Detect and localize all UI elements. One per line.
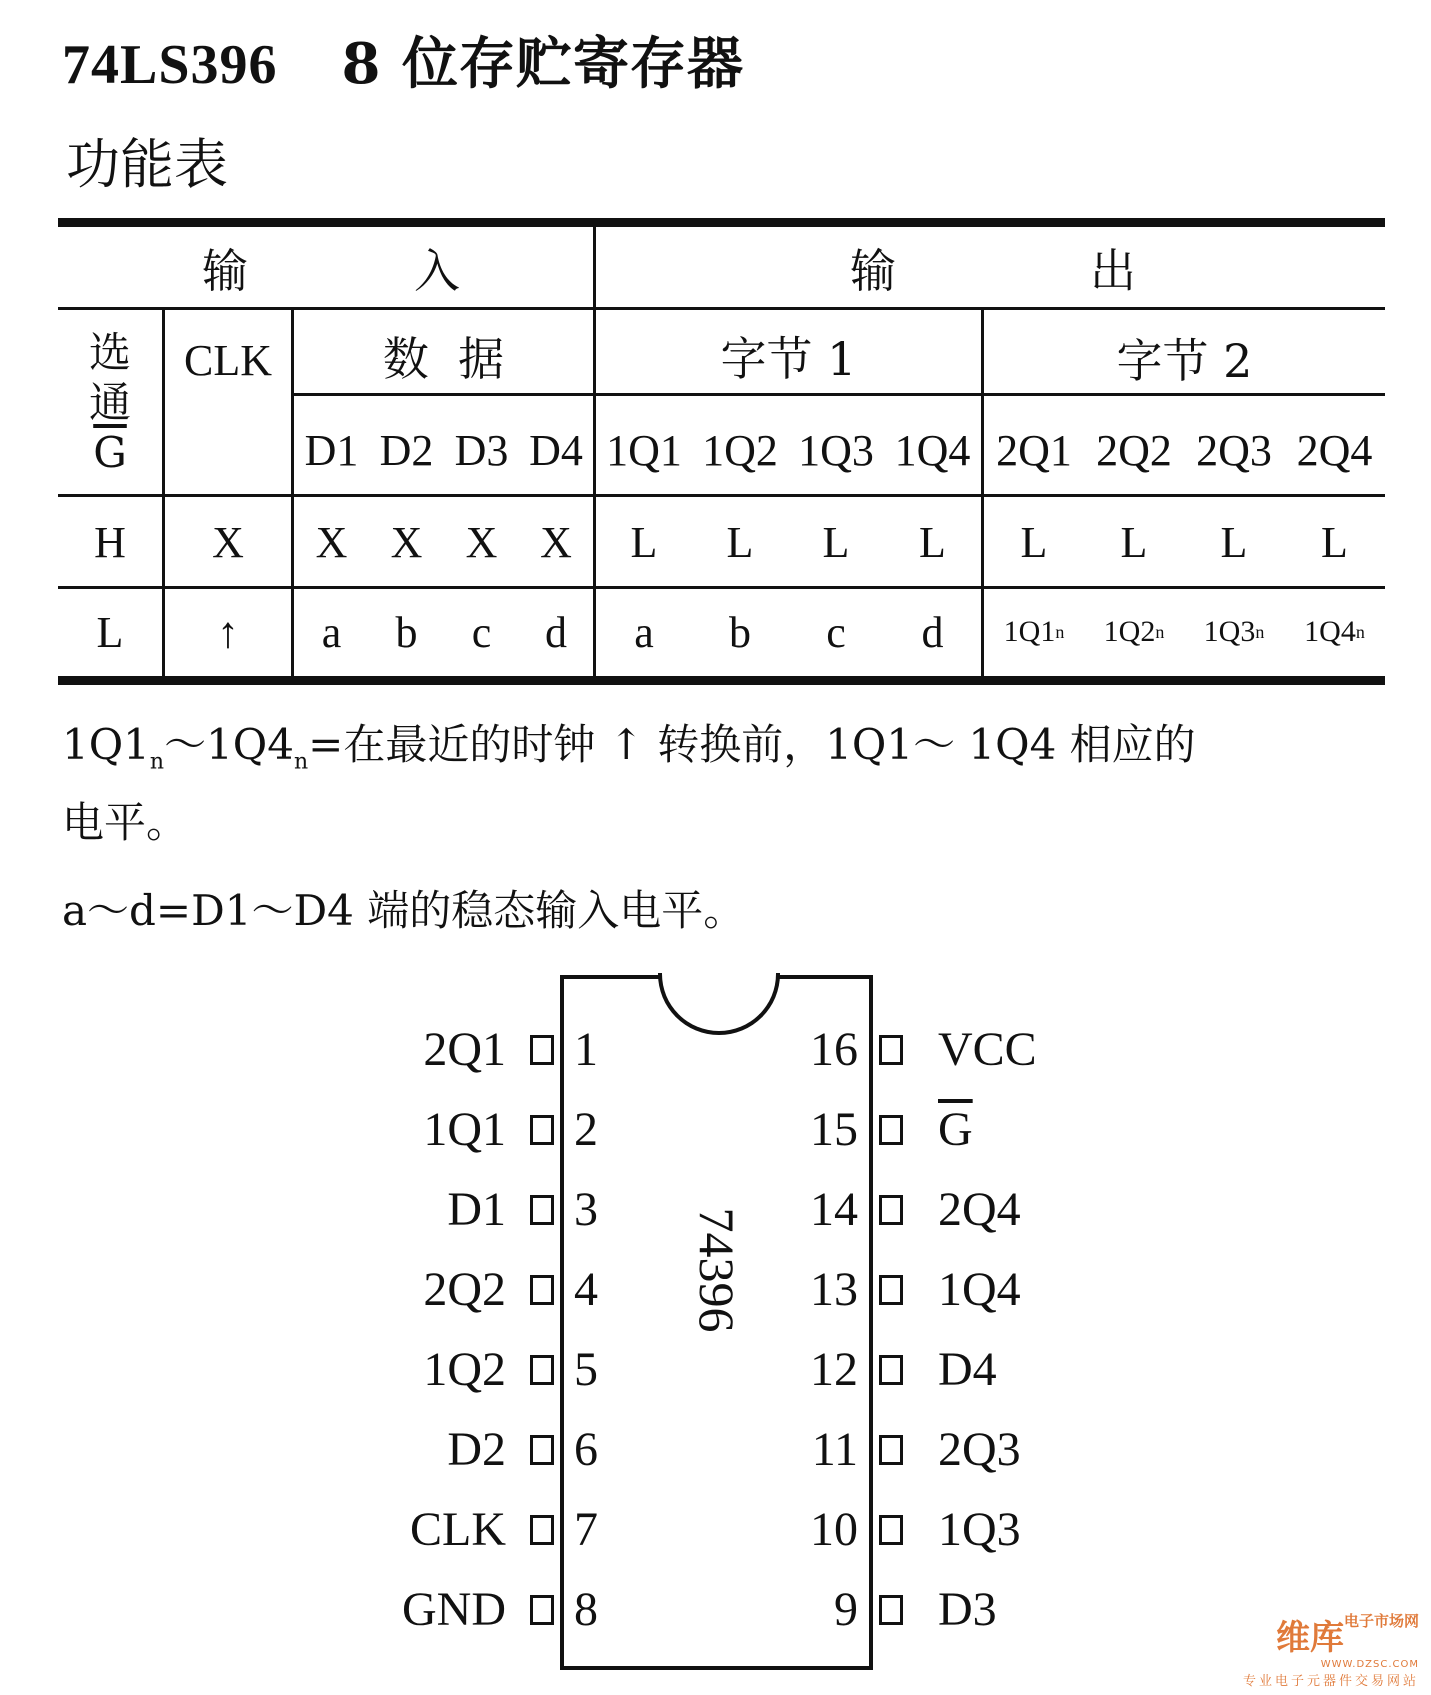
column-header: 1Q2 [702,425,778,475]
section-title: 功能表 [66,133,228,196]
input-group-header-1: 输 [202,244,248,298]
pin-icon [530,1275,554,1305]
table-cell: X [315,517,348,567]
cell-subscript: n [1055,621,1065,642]
note-subscript: n [149,749,165,775]
pin-number: 1 [574,1023,598,1076]
table-divider [58,494,1385,497]
pin-icon [530,1595,554,1625]
table-cell: X [540,517,572,567]
output-group-header-1: 输 [850,244,896,298]
pin-icon [530,1355,554,1385]
table-cell: X [390,517,423,567]
byte2-header: 字节 2 [1116,334,1253,388]
chip-description: 8 位存贮寄存器 [341,31,744,97]
table-cell: c [826,607,846,657]
page-title [62,20,744,100]
pin-icon [879,1275,903,1305]
cell-subscript: n [1155,621,1165,642]
cell-base: 1Q4 [1304,615,1356,648]
pin-number: 8 [574,1583,598,1636]
table-cell: b [729,607,751,657]
pin-icon [879,1115,903,1145]
strobe-value: H [94,517,126,567]
pin-name: 2Q1 [423,1023,506,1076]
pin-number: 10 [810,1503,858,1556]
pin-number: 7 [574,1503,598,1556]
pin-number: 13 [810,1263,858,1316]
pin-name: D1 [447,1183,506,1236]
clk-header: CLK [184,335,272,385]
table-bottom-rule [58,676,1385,685]
pin-name: D3 [938,1583,997,1636]
pin-name: 2Q4 [938,1183,1021,1236]
pin-number: 5 [574,1343,598,1396]
table-cell: d [545,607,567,657]
pin-icon [530,1035,554,1065]
clk-value: X [212,517,244,567]
pin-icon [879,1195,903,1225]
pin-number: 12 [810,1343,858,1396]
pin-name: CLK [410,1503,506,1556]
table-cell: L [1120,517,1148,567]
watermark-site: 电子市场网 [1343,1612,1419,1630]
pin-number: 3 [574,1183,598,1236]
strobe-header-g: $\overline{G}$ [93,428,127,477]
pin-icon [879,1595,903,1625]
table-divider [58,307,1385,310]
pin-icon [530,1515,554,1545]
table-cell: c [471,607,492,657]
pin-icon [530,1115,554,1145]
pin-name: 1Q3 [938,1503,1021,1556]
pin-icon [879,1035,903,1065]
pin-number: 6 [574,1423,598,1476]
table-cell: L [919,517,946,567]
strobe-value: L [96,607,124,657]
cell-base: 1Q1 [1003,615,1056,648]
watermark-brand: 维库 [1275,1618,1344,1658]
table-cell: a [321,607,342,657]
cell-subscript: n [1255,621,1265,642]
pin-number: 11 [811,1423,858,1476]
table-cell [1284,590,1385,674]
clk-rising-edge-icon: ↑ [217,607,239,657]
output-group-header-2: 出 [1090,244,1136,298]
column-header: 2Q3 [1196,425,1272,475]
chip-label: 74396 [689,1207,745,1333]
table-cell [1084,590,1184,674]
table-cell: L [630,517,658,567]
pin-icon [530,1435,554,1465]
pin-icon [879,1435,903,1465]
cell-subscript: n [1355,621,1365,642]
pin-number: 4 [574,1263,598,1316]
table-cell: X [465,517,498,567]
pin-name: D4 [938,1343,997,1396]
pin-number: 14 [810,1183,858,1236]
cell-base: 1Q3 [1203,615,1256,648]
note-line-3: a～d=D1～D4 端的稳态输入电平。 [62,886,746,935]
pin-name: GND [402,1583,506,1636]
watermark-tagline: 专业电子元器件交易网站 [1242,1674,1419,1689]
strobe-header [58,310,162,496]
note-text: 1Q1 [62,720,150,769]
column-header: 1Q3 [798,425,874,475]
table-cell [1184,590,1284,674]
pin-number: 9 [834,1583,858,1636]
column-header: 2Q1 [996,425,1072,475]
column-header: 1Q4 [894,425,971,475]
column-header: D3 [454,425,509,475]
column-header: 2Q4 [1296,425,1373,475]
pin-icon [530,1195,554,1225]
table-cell: L [726,517,754,567]
pin-icon [879,1515,903,1545]
table-cell: L [1020,517,1048,567]
table-cell: d [921,607,944,657]
byte1-header: 字节 1 [720,332,857,386]
column-header: D4 [529,425,583,475]
note-line-2: 电平。 [62,798,189,847]
pin-name: D2 [447,1423,506,1476]
data-header: 数 据 [382,332,505,386]
pin-name: $\overline{G}$ [938,1103,973,1156]
table-cell: L [1220,517,1248,567]
table-cell: a [634,607,654,657]
pin-name: 1Q1 [423,1103,506,1156]
pin-name: 1Q2 [423,1343,506,1396]
table-cell: L [1321,517,1348,567]
pin-number: 15 [810,1103,858,1156]
input-group-header-2: 入 [414,244,460,298]
note-line-1 [62,712,1196,774]
table-cell: b [395,607,418,657]
table-divider [58,586,1385,589]
pin-name: 2Q2 [423,1263,506,1316]
table-cell: L [822,517,850,567]
column-header: 1Q1 [606,425,682,475]
pin-number: 16 [810,1023,858,1076]
pin-number: 2 [574,1103,598,1156]
column-header: 2Q2 [1096,425,1172,475]
pin-name: 2Q3 [938,1423,1021,1476]
column-header: D2 [379,425,434,475]
note-text: ～1Q4 [164,720,294,769]
table-top-rule [58,218,1385,227]
pin-name: VCC [938,1023,1037,1076]
pin-icon [879,1355,903,1385]
strobe-header-char: 选 [88,328,131,377]
note-subscript: n [293,749,309,775]
watermark-logo [1243,1610,1419,1689]
part-number: 74LS396 [62,34,278,96]
table-cell [984,590,1084,674]
column-header: D1 [304,425,359,475]
cell-base: 1Q2 [1103,615,1156,648]
watermark-url: WWW.DZSC.COM [1320,1659,1419,1670]
note-text: =在最近的时钟 ↑ 转换前，1Q1～ 1Q4 相应的 [308,720,1196,769]
pin-name: 1Q4 [938,1263,1021,1316]
strobe-header-char: 通 [88,378,131,427]
